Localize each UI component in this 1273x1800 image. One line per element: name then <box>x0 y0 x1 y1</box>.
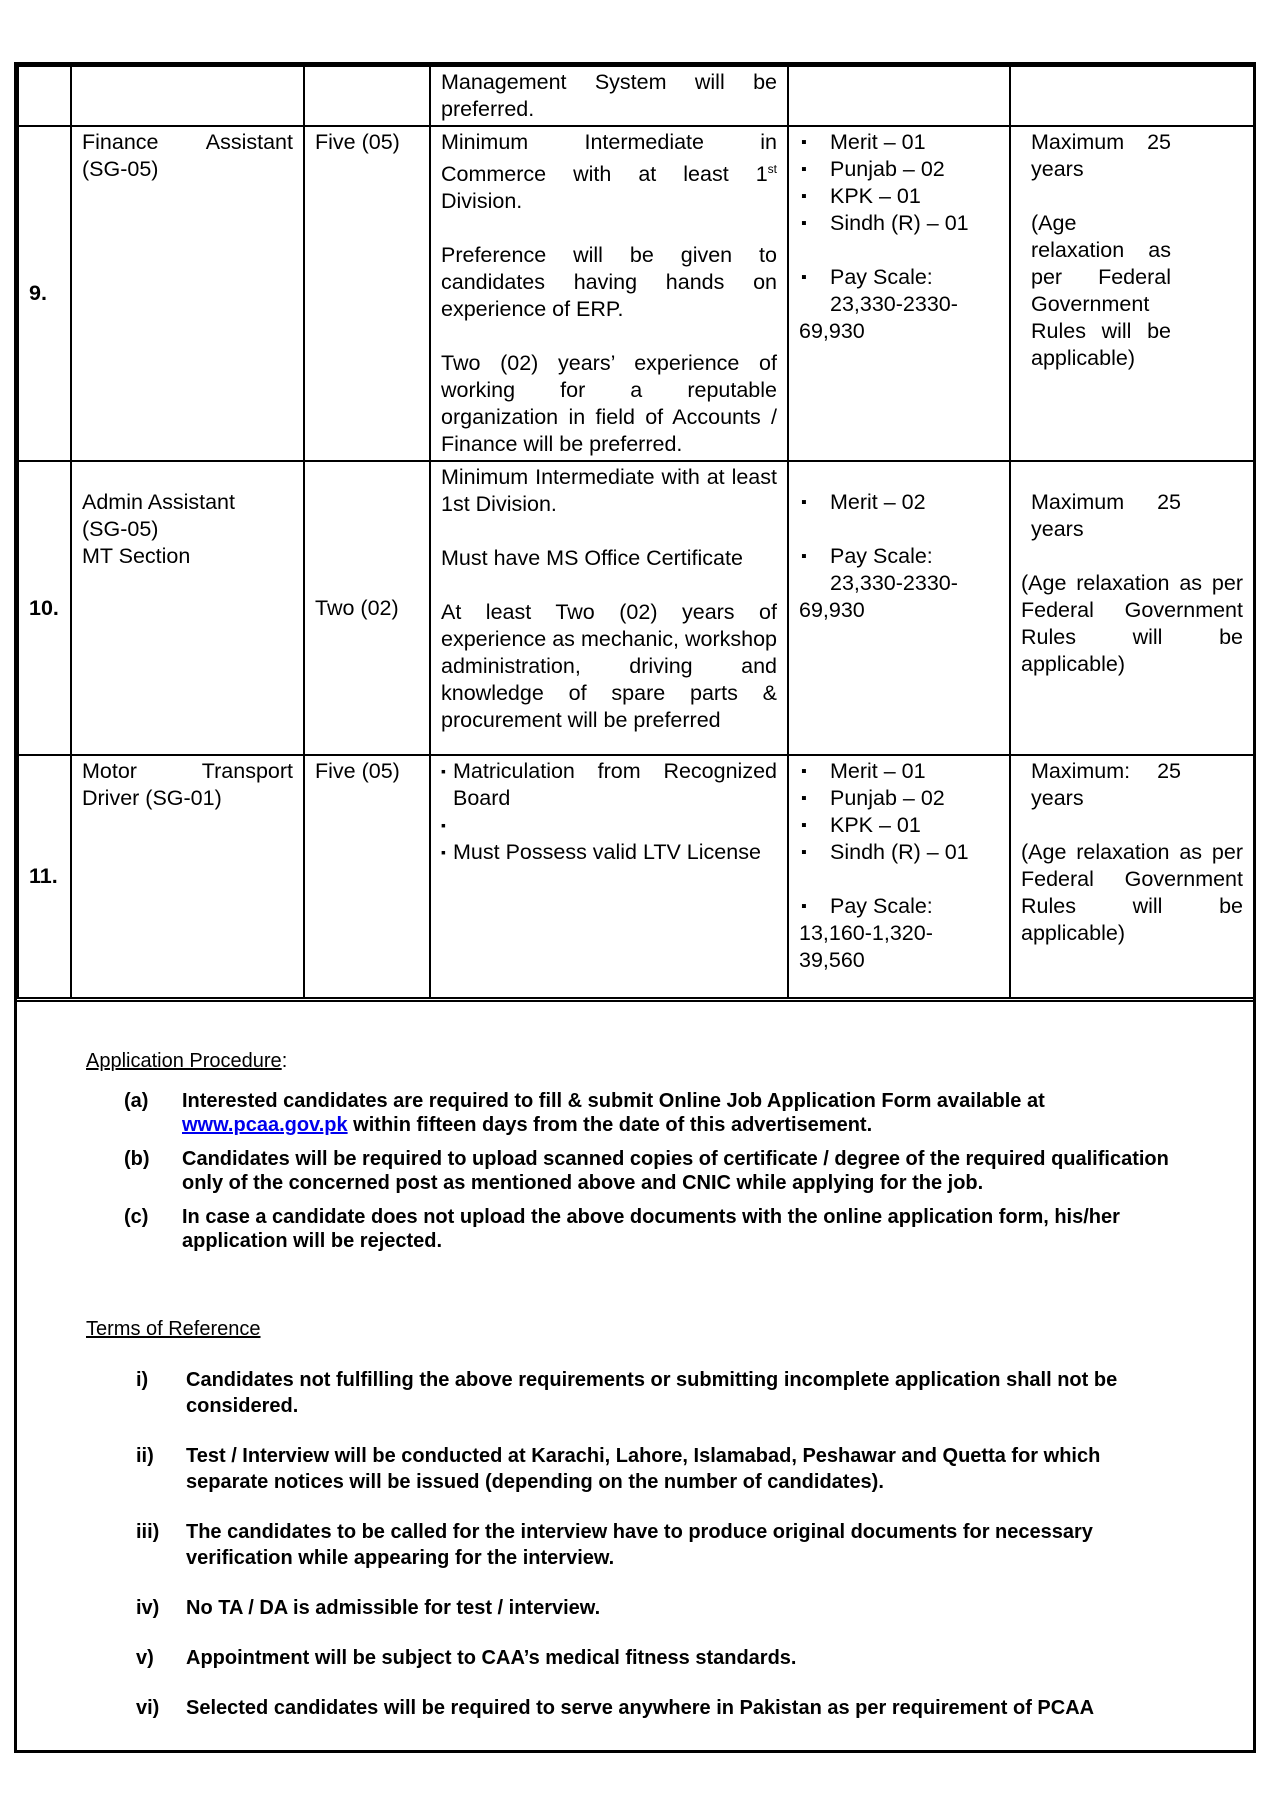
qualification-text: Preference will be given to candidates having hands on experience of ERP. <box>441 243 777 322</box>
item-label: iii) <box>136 1521 160 1543</box>
post-name <box>71 126 304 461</box>
age-limit <box>1010 461 1254 755</box>
list-item: ▪ Punjab – 02 <box>799 156 999 183</box>
item-label: (a) <box>124 1090 149 1112</box>
age-note: (Age relaxation as per Federal Government Rules will be applicable) <box>1031 211 1171 370</box>
item-text: Interested candidates are required to fill & submit Online Job Application Form available at www.pcaa.gov.pk within fifteen days from the date of this advertisement. <box>182 1090 1045 1136</box>
post-grade: (SG-05) <box>82 517 159 542</box>
quota <box>788 126 1010 461</box>
list-item: ▪ Sindh (R) – 01 <box>799 210 999 237</box>
pay-scale-value: 39,560 <box>799 948 865 973</box>
item-text: Test / Interview will be conducted at Karachi, Lahore, Islamabad, Peshawar and Quetta for which separate notices will be issued (depending on the number of candidates). <box>186 1445 1101 1493</box>
cell-number <box>18 66 71 126</box>
list-item <box>124 1147 1174 1195</box>
list-item <box>136 1645 1176 1671</box>
qualification <box>430 755 788 999</box>
age-text: Maximum: 25 years <box>1031 759 1181 811</box>
cell-quota <box>788 66 1010 126</box>
list-item: ▪ Punjab – 02 <box>799 785 999 812</box>
pay-scale-value: 13,160-1,320- <box>799 921 933 946</box>
procedure-list <box>124 1089 1174 1263</box>
quota <box>788 755 1010 999</box>
age-limit <box>1010 755 1254 999</box>
item-text: Candidates will be required to upload scanned copies of certificate / degree of the required qualification only of the concerned post as mentioned above and CNIC while applying for the job. <box>182 1148 1169 1194</box>
list-item: ▪ Must Possess valid LTV License <box>441 839 777 866</box>
list-item <box>136 1595 1176 1621</box>
qualification-text: Must have MS Office Certificate <box>441 546 743 571</box>
table-row-continuation <box>18 66 1254 126</box>
age-text: Maximum 25 years <box>1031 130 1171 181</box>
list-item: ▪ Merit – 01 <box>799 129 999 156</box>
item-text: Appointment will be subject to CAA’s medical fitness standards. <box>186 1647 797 1669</box>
qualification-text: At least Two (02) years of experience as mechanic, workshop administration, driving and knowledge of spare parts & procurement will be preferred <box>441 600 777 733</box>
item-label: iv) <box>136 1597 160 1619</box>
post-count: Five (05) <box>304 755 430 999</box>
list-item <box>136 1519 1176 1571</box>
list-item: ▪ Merit – 01 <box>799 758 999 785</box>
terms-heading: Terms of Reference <box>86 1318 261 1340</box>
item-label: vi) <box>136 1697 160 1719</box>
pay-scale-value: 23,330-2330- <box>830 292 958 316</box>
cell-count <box>304 66 430 126</box>
row-number: 9. <box>18 126 71 461</box>
post-line: Finance Assistant <box>82 130 293 154</box>
item-text: Selected candidates will be required to serve anywhere in Pakistan as per requirement of PCAA <box>186 1697 1095 1719</box>
qualification <box>430 126 788 461</box>
post-count: Two (02) <box>304 461 430 755</box>
pay-scale-value: 69,930 <box>799 598 865 623</box>
job-table <box>17 65 1255 1002</box>
cell-post <box>71 66 304 126</box>
pay-scale-label: ▪ Pay Scale: <box>799 893 999 920</box>
post-line: Admin Assistant <box>82 490 235 515</box>
post-section: MT Section <box>82 544 191 569</box>
pay-scale-label: ▪ Pay Scale: <box>799 264 999 291</box>
post-grade: (SG-05) <box>82 157 159 181</box>
row-number: 10. <box>18 461 71 755</box>
item-label: ii) <box>136 1445 154 1467</box>
post-count: Five (05) <box>304 126 430 461</box>
item-text: The candidates to be called for the interview have to produce original documents for necessary verification while appearing for the interview. <box>186 1521 1093 1569</box>
item-text: In case a candidate does not upload the above documents with the online application form, his/her application will be rejected. <box>182 1206 1120 1252</box>
table-row <box>18 755 1254 999</box>
post-name <box>71 755 304 999</box>
table-row <box>18 461 1254 755</box>
list-item <box>136 1367 1176 1419</box>
post-name <box>71 461 304 755</box>
list-item: ▪ Matriculation from Recognized Board <box>441 758 777 812</box>
list-item <box>136 1695 1176 1721</box>
item-text: No TA / DA is admissible for test / interview. <box>186 1597 601 1619</box>
pay-scale-label: ▪ Pay Scale: <box>799 543 999 570</box>
list-item <box>136 1443 1176 1495</box>
item-label: v) <box>136 1647 154 1669</box>
item-label: (c) <box>124 1206 149 1228</box>
age-text: Maximum 25 years <box>1031 490 1181 542</box>
qualification <box>430 461 788 755</box>
list-item: ▪ Sindh (R) – 01 <box>799 839 999 866</box>
quota <box>788 461 1010 755</box>
item-label: i) <box>136 1369 149 1391</box>
item-label: (b) <box>124 1148 150 1170</box>
cell-age <box>1010 66 1254 126</box>
row-number: 11. <box>18 755 71 999</box>
item-text: Candidates not fulfilling the above requirements or submitting incomplete application shall not be considered. <box>186 1369 1118 1417</box>
list-item <box>124 1089 1174 1137</box>
pay-scale-value: 23,330-2330- <box>830 571 958 596</box>
cell-qualification: Management System will be preferred. <box>430 66 788 126</box>
age-note: (Age relaxation as per Federal Government Rules will be applicable) <box>1021 840 1243 946</box>
list-item: ▪ Merit – 02 <box>799 489 999 516</box>
post-grade: Driver (SG-01) <box>82 786 222 811</box>
list-item: ▪ KPK – 01 <box>799 183 999 210</box>
pcaa-website-link[interactable]: www.pcaa.gov.pk <box>182 1114 348 1136</box>
terms-list <box>136 1367 1176 1745</box>
pay-scale-value: 69,930 <box>799 319 865 343</box>
qualification-text: Minimum Intermediate with at least 1st Division. <box>441 465 777 517</box>
age-limit <box>1010 126 1254 461</box>
qualification-text: Two (02) years’ experience of working for a reputable organization in field of Accounts / Finance will be preferred. <box>441 351 777 457</box>
list-item: ▪ KPK – 01 <box>799 812 999 839</box>
list-item <box>124 1205 1174 1253</box>
procedure-heading: Application Procedure: <box>86 1050 288 1072</box>
qualification-text: Minimum Intermediate in Commerce with at least 1st Division. <box>441 130 777 214</box>
age-note: (Age relaxation as per Federal Government Rules will be applicable) <box>1021 571 1243 677</box>
table-row <box>18 126 1254 461</box>
post-line: Motor Transport <box>82 759 293 784</box>
